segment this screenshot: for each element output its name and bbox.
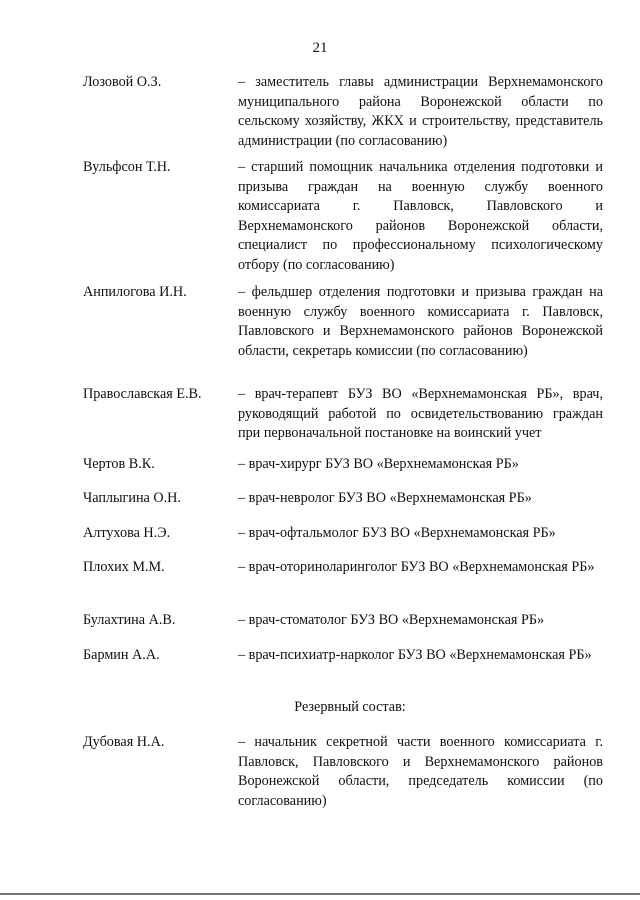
member-name: Вульфсон Т.Н.	[83, 159, 171, 175]
reserve-section-title: Резервный состав:	[294, 699, 406, 715]
member-name: Лозовой О.З.	[83, 74, 162, 90]
member-description: – заместитель главы администрации Верхнемамонского муниципального района Воронежской области по сельскому хозяйству, ЖКХ и строительству, представитель администрации (по согласованию)	[238, 74, 603, 149]
member-name: Булахтина А.В.	[83, 612, 176, 628]
page-bottom-edge	[0, 893, 640, 895]
member-name: Плохих М.М.	[83, 559, 165, 575]
member-description: – врач-психиатр-нарколог БУЗ ВО «Верхнемамонская РБ»	[238, 647, 592, 663]
member-name: Бармин А.А.	[83, 647, 160, 663]
member-name: Чертов В.К.	[83, 456, 155, 472]
member-description: – старший помощник начальника отделения подготовки и призыва граждан на военную службу военного комиссариата г. Павловск, Павловского и Верхнемамонского районов Воронежской области, специалист по профессиональному психологическому отбору (по согласованию)	[238, 159, 603, 273]
member-name: Чаплыгина О.Н.	[83, 490, 181, 506]
member-description: – фельдшер отделения подготовки и призыва граждан на военную службу военного комиссариата г. Павловск, Павловского и Верхнемамонского районов Воронежской области, секретарь комиссии (по согласованию)	[238, 284, 603, 359]
member-description: – врач-офтальмолог БУЗ ВО «Верхнемамонская РБ»	[238, 525, 556, 541]
member-name: Дубовая Н.А.	[83, 734, 165, 750]
member-description: – врач-хирург БУЗ ВО «Верхнемамонская РБ»	[238, 456, 519, 472]
member-name: Алтухова Н.Э.	[83, 525, 171, 541]
member-description: – начальник секретной части военного комиссариата г. Павловск, Павловского и Верхнемамонского районов Воронежской области, председатель комиссии (по согласованию)	[238, 734, 603, 809]
member-name: Православская Е.В.	[83, 386, 202, 402]
member-description: – врач-стоматолог БУЗ ВО «Верхнемамонская РБ»	[238, 612, 545, 628]
page-number: 21	[312, 40, 328, 56]
member-description: – врач-терапевт БУЗ ВО «Верхнемамонская РБ», врач, руководящий работой по освидетельствованию граждан при первоначальной постановке на воинский учет	[238, 386, 603, 442]
member-name: Анпилогова И.Н.	[83, 284, 187, 300]
member-description: – врач-оториноларинголог БУЗ ВО «Верхнемамонская РБ»	[238, 559, 595, 575]
member-description: – врач-невролог БУЗ ВО «Верхнемамонская РБ»	[238, 490, 532, 506]
